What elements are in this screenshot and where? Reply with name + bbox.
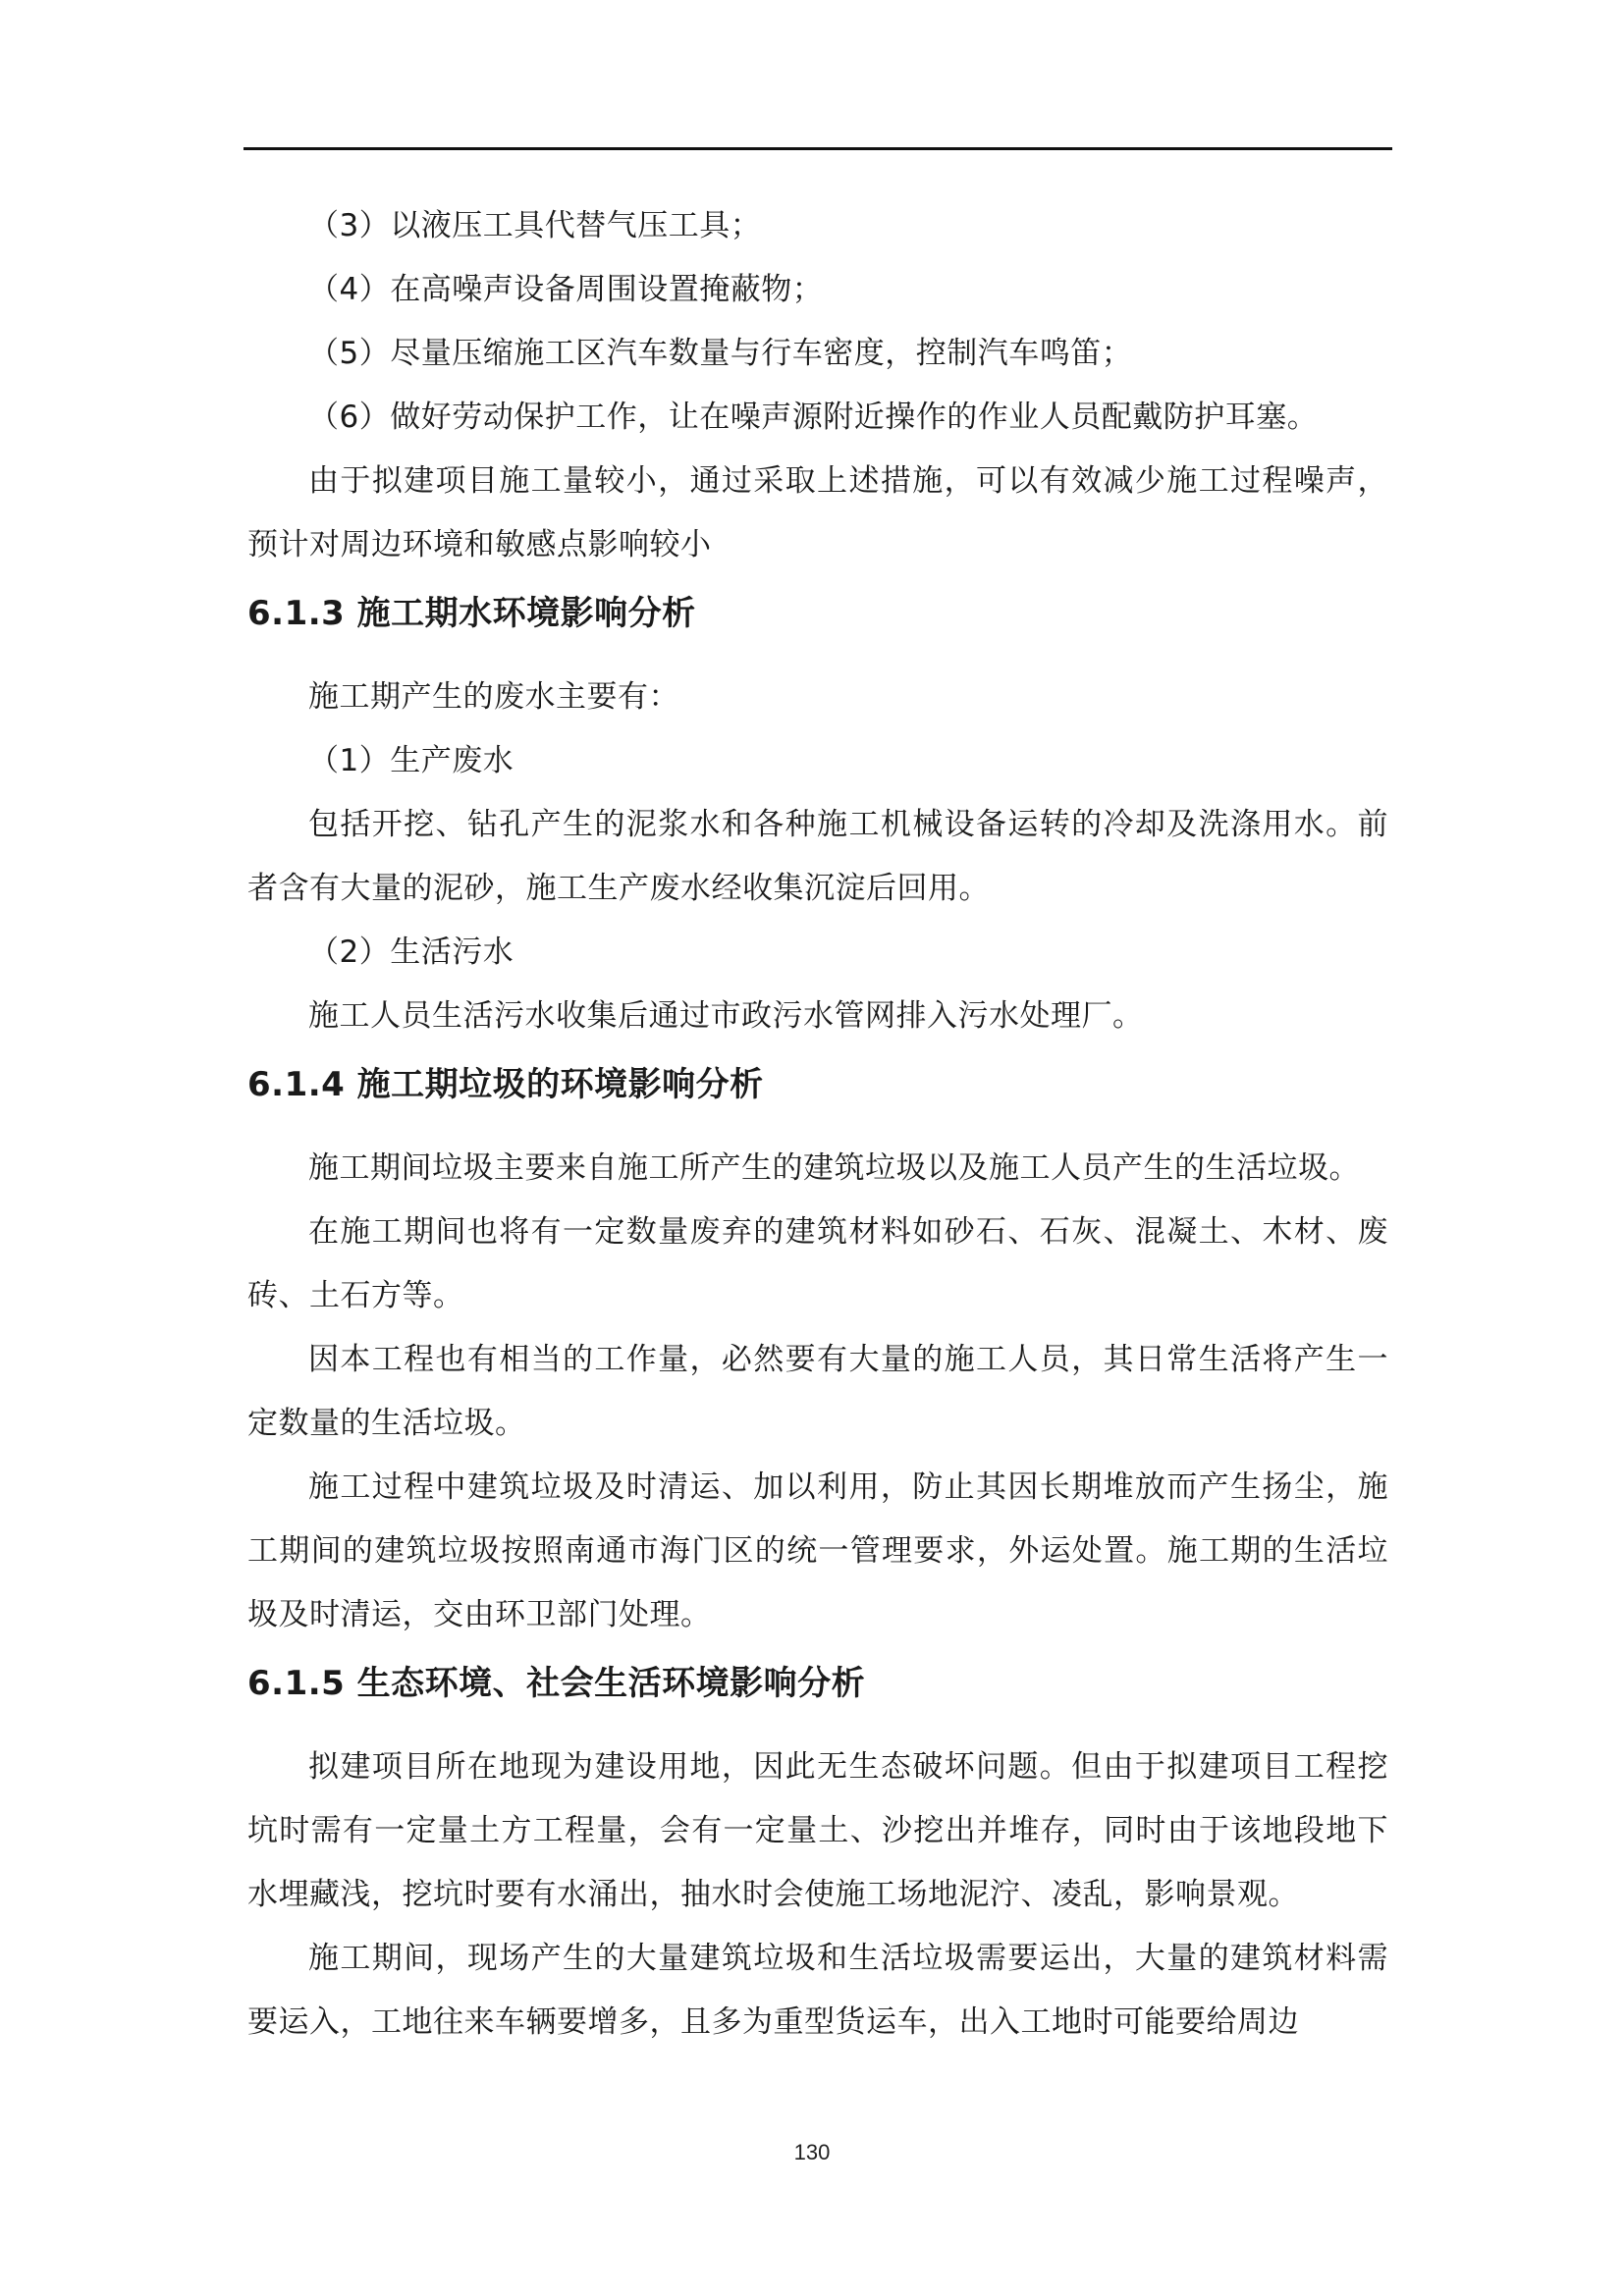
list-item-5: （5）尽量压缩施工区汽车数量与行车密度，控制汽车鸣笛； [308, 336, 1133, 371]
header-rule [244, 147, 1392, 150]
section-heading: 6.1.3 施工期水环境影响分析 [247, 594, 696, 633]
section-6-1-5 [247, 1647, 1388, 2055]
paragraph: 施工期产生的废水主要有： [308, 679, 679, 715]
paragraph: 因本工程也有相当的工作量，必然要有大量的施工人员，其日常生活将产生一定数量的生活垃圾。 [247, 1342, 1388, 1441]
list-item-6: （6）做好劳动保护工作，让在噪声源附近操作的作业人员配戴防护耳塞。 [308, 400, 1319, 435]
paragraph: （2）生活污水 [308, 934, 514, 970]
section-heading: 6.1.5 生态环境、社会生活环境影响分析 [247, 1664, 866, 1703]
list-item-3: （3）以液压工具代替气压工具； [308, 208, 762, 243]
section-6-1-4 [247, 1048, 1388, 1647]
section-6-1-3 [247, 577, 1388, 1048]
document-body [247, 194, 1388, 2055]
page-number: 130 [793, 2140, 831, 2164]
paragraph: 拟建项目所在地现为建设用地，因此无生态破坏问题。但由于拟建项目工程挖坑时需有一定量土方工程量，会有一定量土、沙挖出并堆存，同时由于该地段地下水埋藏浅，挖坑时要有水涌出，抽水时会使施工场地泥泞、凌乱，影响景观。 [247, 1749, 1388, 1912]
paragraph: 施工过程中建筑垃圾及时清运、加以利用，防止其因长期堆放而产生扬尘，施工期间的建筑垃圾按照南通市海门区的统一管理要求，外运处置。施工期的生活垃圾及时清运，交由环卫部门处理。 [247, 1469, 1388, 1632]
noise-conclusion-paragraph: 由于拟建项目施工量较小，通过采取上述措施，可以有效减少施工过程噪声，预计对周边环境和敏感点影响较小 [247, 463, 1388, 562]
paragraph: （1）生产废水 [308, 743, 514, 778]
paragraph: 施工人员生活污水收集后通过市政污水管网排入污水处理厂。 [308, 998, 1144, 1034]
section-heading: 6.1.4 施工期垃圾的环境影响分析 [247, 1065, 764, 1104]
paragraph: 包括开挖、钻孔产生的泥浆水和各种施工机械设备运转的冷却及洗涤用水。前者含有大量的泥砂，施工生产废水经收集沉淀后回用。 [247, 807, 1388, 906]
list-item-4: （4）在高噪声设备周围设置掩蔽物； [308, 272, 824, 307]
paragraph: 施工期间，现场产生的大量建筑垃圾和生活垃圾需要运出，大量的建筑材料需要运入，工地往来车辆要增多，且多为重型货运车，出入工地时可能要给周边 [247, 1941, 1388, 2040]
paragraph: 施工期间垃圾主要来自施工所产生的建筑垃圾以及施工人员产生的生活垃圾。 [308, 1150, 1360, 1186]
noise-measures-section [247, 194, 1388, 577]
paragraph: 在施工期间也将有一定数量废弃的建筑材料如砂石、石灰、混凝土、木材、废砖、土石方等。 [247, 1214, 1388, 1313]
